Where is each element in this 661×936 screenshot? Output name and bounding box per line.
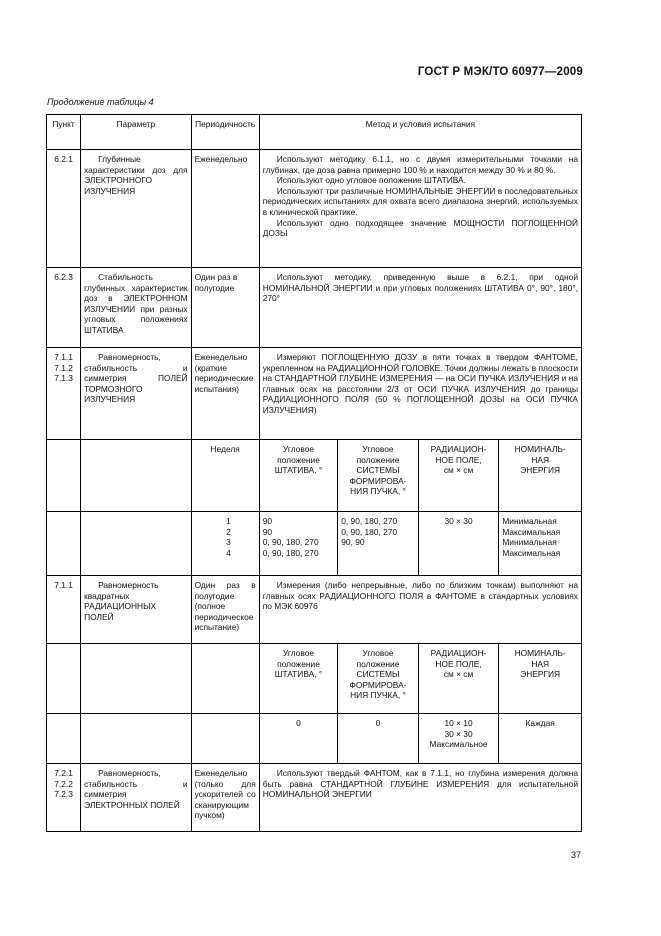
subtable-data-row — [47, 512, 582, 576]
row-point: 6.2.1 — [47, 150, 81, 268]
energy-values: Минимальная Максимальная Минимальная Максимальная — [499, 512, 582, 576]
table-row — [47, 348, 582, 440]
subheader-collimator: Угловое положение СИСТЕМЫ ФОРМИРОВА- НИЯ ПУЧКА, ° — [338, 644, 419, 714]
row-parameter: Равномерность, стабильность и симметрия ПОЛЕЙ ТОРМОЗНОГО ИЗЛУЧЕНИЯ — [81, 348, 192, 440]
table-header-row — [47, 115, 582, 150]
row-periodicity: Еженедельно (краткие периодические испытания) — [191, 348, 259, 440]
subheader-field: РАДИАЦИОН- НОЕ ПОЛЕ, см × см — [418, 644, 499, 714]
method-paragraph: Используют одно угловое положение ШТАТИВА. — [276, 175, 466, 186]
empty-cell — [47, 714, 81, 764]
row-point: 6.2.3 — [47, 268, 81, 348]
row-parameter: Стабильность глубинных характеристик доз в ЭЛЕКТРОННОМ ИЗЛУЧЕНИИ при разных угловых положениях ШТАТИВА — [81, 268, 192, 348]
row-parameter: Глубинные характеристики доз для ЭЛЕКТРОННОГО ИЗЛУЧЕНИЯ — [81, 150, 192, 268]
empty-cell — [81, 440, 192, 512]
week-values: 1 2 3 4 — [191, 512, 259, 576]
row-method — [259, 348, 581, 440]
row-method — [259, 150, 581, 268]
subheader-gantry: Угловое положение ШТАТИВА, ° — [259, 440, 337, 512]
energy-value: Каждая — [499, 714, 582, 764]
subtable-data-row — [47, 714, 582, 764]
gantry-value: 0 — [259, 714, 337, 764]
table-row — [47, 268, 582, 348]
header-periodicity: Периодичность — [191, 115, 259, 150]
empty-cell — [47, 440, 81, 512]
field-values: 10 × 10 30 × 30 Максимальное — [418, 714, 499, 764]
empty-cell — [191, 714, 259, 764]
subtable-header-row — [47, 440, 582, 512]
empty-cell — [81, 512, 192, 576]
subheader-energy: НОМИНАЛЬ- НАЯ ЭНЕРГИЯ — [499, 644, 582, 714]
collimator-value: 0 — [338, 714, 419, 764]
table-row — [47, 576, 582, 644]
method-paragraph: Используют методику, приведенную выше в 6.2.1, при одной НОМИНАЛЬНОЙ ЭНЕРГИИ и при угловых положениях ШТАТИВА 0°, 90°, 180°, 270° — [262, 272, 578, 304]
empty-cell — [191, 644, 259, 714]
row-method — [259, 268, 581, 348]
method-paragraph: Измерения (либо непрерывные, либо по близким точкам) выполняют на главных осях РАДИАЦИОННОГО ПОЛЯ в ФАНТОМЕ в стандартных условиях по МЭК 60976 — [262, 580, 578, 612]
empty-cell — [81, 644, 192, 714]
empty-cell — [47, 644, 81, 714]
table-row — [47, 150, 582, 268]
table-row — [47, 764, 582, 832]
field-value: 30 × 30 — [418, 512, 499, 576]
header-parameter: Параметр — [81, 115, 192, 150]
method-paragraph: Используют методику 6.1.1, но с двумя измерительными точками на глубинах, где доза равна примерно 100 % и находится между 30 % и 80 %. — [262, 154, 578, 175]
document-header: ГОСТ Р МЭК/ТО 60977—2009 — [417, 66, 583, 78]
subheader-week: Неделя — [191, 440, 259, 512]
row-parameter: Равномерность, стабильность и симметрия ЭЛЕКТРОННЫХ ПОЛЕЙ — [81, 764, 192, 832]
row-periodicity: Еженедельно — [191, 150, 259, 268]
row-point: 7.1.1 — [47, 576, 81, 644]
method-paragraph: Используют одно подходящее значение МОЩНОСТИ ПОГЛОЩЕННОЙ ДОЗЫ — [262, 217, 578, 239]
row-method — [259, 576, 581, 644]
row-periodicity: Один раз в полугодие (полное периодическое испытание) — [191, 576, 259, 644]
subheader-gantry: Угловое положение ШТАТИВА, ° — [259, 644, 337, 714]
header-point: Пункт — [47, 115, 81, 150]
row-point: 7.2.1 7.2.2 7.2.3 — [47, 764, 81, 832]
row-periodicity: Один раз в полугодие — [191, 268, 259, 348]
method-paragraph: Измеряют ПОГЛОЩЕННУЮ ДОЗУ в пяти точках в твердом ФАНТОМЕ, укрепленном на РАДИАЦИОННОЙ ГОЛОВКЕ. Точки должны лежать в плоскости на СТАНДАРТНОЙ ГЛУБИНЕ ИЗМЕРЕНИЯ — на ОСИ ПУЧКА ИЗЛУЧЕНИЯ и на главных осях на расстоянии 2/3 от ОСИ ПУЧКА ИЗЛУЧЕНИЯ до границы РАДИАЦИОННОГО ПОЛЯ (50 % ПОГЛОЩЕННОЙ ДОЗЫ на ОСИ ПУЧКА ИЗЛУЧЕНИЯ) — [262, 352, 578, 415]
subtable-header-row — [47, 644, 582, 714]
row-periodicity: Еженедельно (только для ускорителей со сканирующим пучком) — [191, 764, 259, 832]
empty-cell — [47, 512, 81, 576]
header-method: Метод и условия испытания — [259, 115, 581, 150]
row-method — [259, 764, 581, 832]
table-continuation-label: Продолжение таблицы 4 — [47, 97, 154, 107]
test-table — [46, 114, 582, 832]
method-paragraph: Используют три различные НОМИНАЛЬНЫЕ ЭНЕРГИИ в последовательных периодических испытаниях для охвата всего диапазона энергий, используемых в клинической практике. — [262, 185, 578, 217]
collimator-values: 0, 90, 180, 270 0, 90, 180, 270 90, 90 — [338, 512, 419, 576]
page-number: 37 — [570, 850, 581, 860]
row-point: 7.1.1 7.1.2 7.1.3 — [47, 348, 81, 440]
method-paragraph: Используют твердый ФАНТОМ, как в 7.1.1, но глубина измерения должна быть равна СТАНДАРТНОЙ ГЛУБИНЕ ИЗМЕРЕНИЯ для испытательной НОМИНАЛЬНОЙ ЭНЕРГИИ — [262, 768, 578, 800]
row-parameter: Равномерность квадратных РАДИАЦИОННЫХ ПОЛЕЙ — [81, 576, 192, 644]
gantry-values: 90 90 0, 90, 180, 270 0, 90, 180, 270 — [259, 512, 337, 576]
subheader-collimator: Угловое положение СИСТЕМЫ ФОРМИРОВА- НИЯ ПУЧКА, ° — [338, 440, 419, 512]
subheader-field: РАДИАЦИОН- НОЕ ПОЛЕ, см × см — [418, 440, 499, 512]
subheader-energy: НОМИНАЛЬ- НАЯ ЭНЕРГИЯ — [499, 440, 582, 512]
empty-cell — [81, 714, 192, 764]
